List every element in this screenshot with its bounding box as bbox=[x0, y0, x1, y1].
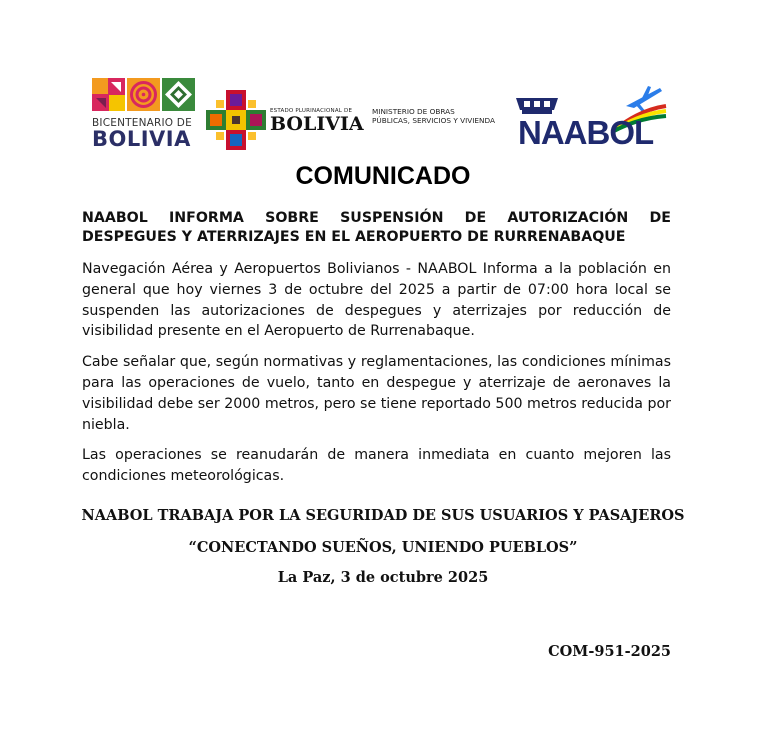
ministerio-line-1: MINISTERIO DE OBRAS bbox=[372, 107, 455, 116]
estado-country: BOLIVIA bbox=[270, 113, 364, 135]
bicentenario-logo bbox=[92, 78, 204, 154]
bicentenario-spiral-icon bbox=[127, 78, 160, 111]
bicentenario-diamond-icon bbox=[162, 78, 195, 111]
ministerio-line-2: PÚBLICAS, SERVICIOS Y VIVIENDA bbox=[372, 115, 495, 125]
bicentenario-label: BICENTENARIO DE bbox=[92, 117, 192, 129]
document-body bbox=[82, 209, 671, 497]
bicentenario-country: BOLIVIA bbox=[92, 127, 191, 151]
paragraph-2: Cabe señalar que, según normativas y reglamentaciones, las condiciones mínimas para las operaciones de vuelo, tanto en despegue y aterrizaje de aeronaves la visibilidad debe ser 2000 metros, pero se tiene reportado 500 metros reducida por niebla. bbox=[82, 354, 671, 433]
naabol-wordmark: NAABOL bbox=[518, 114, 654, 151]
naabol-logo bbox=[512, 84, 678, 150]
slogan: “CONECTANDO SUEÑOS, UNIENDO PUEBLOS” bbox=[188, 539, 578, 556]
bicentenario-pattern-icon bbox=[92, 78, 125, 111]
ministerio-logo bbox=[372, 108, 512, 125]
page-title: COMUNICADO bbox=[295, 162, 471, 190]
paragraph-3: Las operaciones se reanudarán de manera inmediata en cuanto mejoren las condiciones meteorológicas. bbox=[82, 447, 671, 485]
place-date: La Paz, 3 de octubre 2025 bbox=[277, 569, 489, 586]
document-code: COM-951-2025 bbox=[548, 643, 671, 660]
estado-label: ESTADO PLURINACIONAL DE bbox=[270, 108, 353, 114]
document-heading: NAABOL INFORMA SOBRE SUSPENSIÓN DE AUTORIZACIÓN DE DESPEGUES Y ATERRIZAJES EN EL AEROPUERTO DE RURRENABAQUE bbox=[82, 210, 671, 245]
paragraph-1: Navegación Aérea y Aeropuertos Bolivianos - NAABOL Informa a la población en general que hoy viernes 3 de octubre del 2025 a partir de 07:00 hora local se suspenden las autorizaciones de despegues y aterrizajes por reducción de visibilidad presente en el Aeropuerto de Rurrenabaque. bbox=[82, 261, 671, 340]
estado-plurinacional-logo bbox=[206, 90, 364, 150]
bolivia-coat-of-arms-icon bbox=[206, 90, 266, 150]
header-logos bbox=[88, 78, 678, 156]
motto: NAABOL TRABAJA POR LA SEGURIDAD DE SUS USUARIOS Y PASAJEROS bbox=[81, 507, 685, 524]
